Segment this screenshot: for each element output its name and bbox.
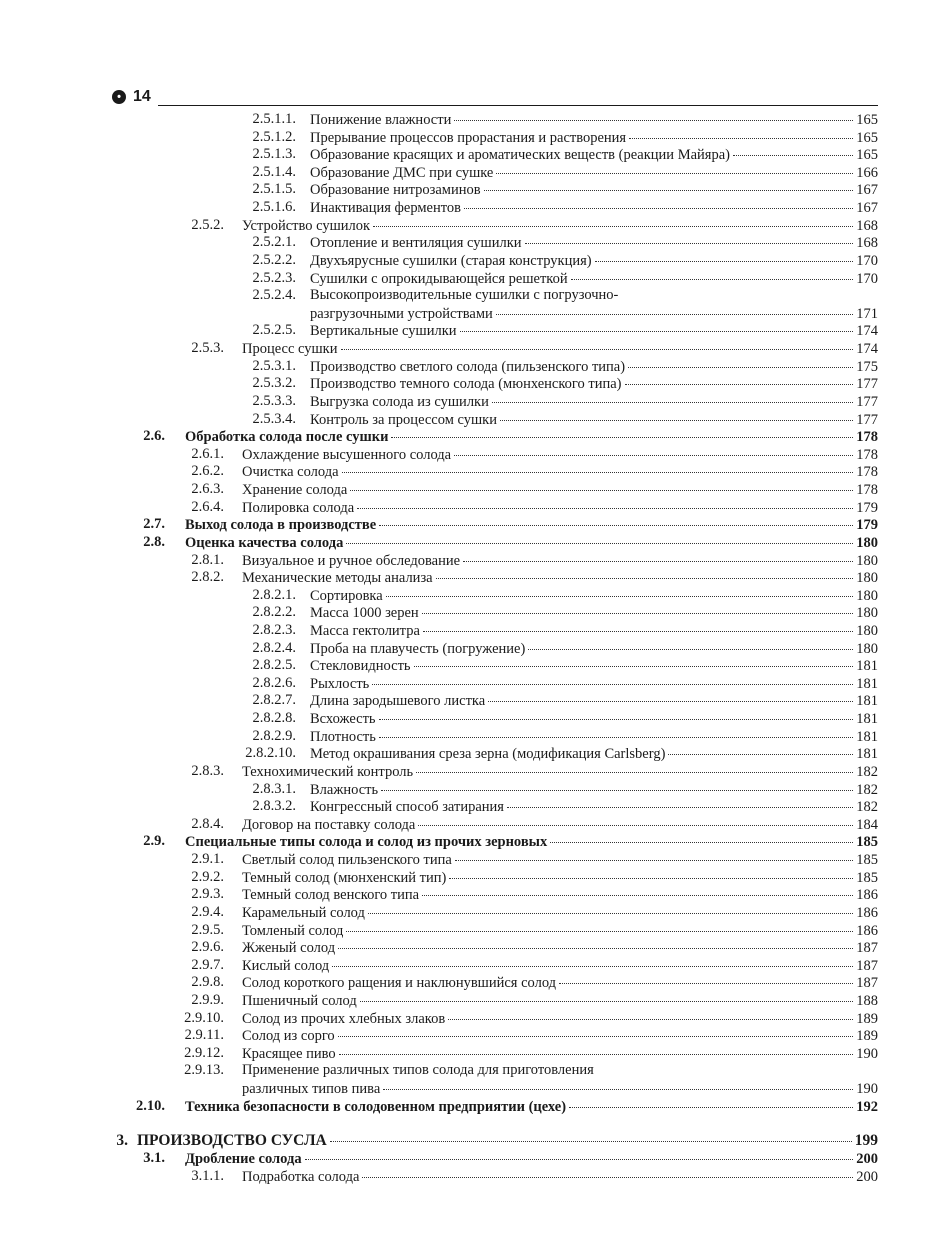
dot-leader <box>463 549 853 562</box>
dot-leader <box>346 531 853 544</box>
dot-leader <box>330 1129 852 1142</box>
toc-entry-number: 2.5.1.4. <box>252 163 296 180</box>
toc-entry-body <box>185 1098 878 1117</box>
toc-entry-title: Метод окрашивания среза зерна (модификация Carlsberg) <box>310 746 666 763</box>
page-header <box>112 88 878 108</box>
dot-leader <box>621 284 875 296</box>
toc-entry-title: Понижение влажности <box>310 112 452 128</box>
toc-entry-page: 174 <box>856 323 878 340</box>
dot-leader <box>339 1042 854 1055</box>
toc-entry-title: Полировка солода <box>242 499 355 516</box>
dot-leader <box>414 654 854 667</box>
toc-entry-number: 2.5.1.6. <box>252 199 296 216</box>
toc-entry-number: 2.6.3. <box>191 481 224 498</box>
toc-entry-number: 2.5.3.4. <box>252 410 296 427</box>
toc-entry-page: 165 <box>856 129 878 146</box>
header-rule <box>158 105 878 106</box>
toc-entry-number: 2.10. <box>136 1097 165 1114</box>
toc-entry-number: 2.5.2.3. <box>252 269 296 286</box>
toc-entry-title: Всхожесть <box>310 711 376 728</box>
toc-entry-page: 178 <box>856 464 878 481</box>
toc-entry <box>0 1098 936 1116</box>
dot-leader <box>362 1165 853 1178</box>
dot-leader <box>350 478 853 491</box>
toc-entry-page: 186 <box>856 904 878 921</box>
toc-entry-page: 177 <box>856 393 878 410</box>
toc-entry-number: 2.8.2.9. <box>252 727 296 744</box>
toc-entry-title: Договор на поставку солода <box>242 816 416 833</box>
toc-entry-page: 179 <box>856 517 878 534</box>
dot-leader <box>342 460 854 473</box>
toc-entry <box>0 1168 936 1186</box>
toc-entry-number: 2.6. <box>143 428 165 445</box>
toc-entry-page: 178 <box>856 446 878 463</box>
toc-entry-page: 184 <box>856 816 878 833</box>
toc-entry-number: 3.1. <box>143 1149 165 1166</box>
dot-leader <box>381 778 853 791</box>
toc-entry-title: Технохимический контроль <box>242 763 414 780</box>
toc-entry-page: 181 <box>856 728 878 745</box>
dot-leader <box>386 584 854 597</box>
toc-entry-number: 2.5.1.3. <box>252 146 296 163</box>
toc-entry-page: 181 <box>856 675 878 692</box>
toc-entry-number: 2.8.1. <box>191 551 224 568</box>
toc-entry-page: 200 <box>856 1150 878 1167</box>
toc-entry-page: 182 <box>856 763 878 780</box>
toc-entry-page: 185 <box>856 852 878 869</box>
toc-entry-page: 182 <box>856 799 878 816</box>
toc-entry-number: 2.8.2.6. <box>252 674 296 691</box>
toc-entry-number: 2.5.2.4. <box>252 287 296 304</box>
toc-entry-page: 181 <box>856 658 878 675</box>
toc-entry-number: 2.9.13. <box>184 1062 224 1079</box>
toc-entry-title: Образование ДМС при сушке <box>310 164 494 181</box>
toc-entry-title: Охлаждение высушенного солода <box>242 446 452 463</box>
toc-entry-page: 189 <box>856 1010 878 1027</box>
toc-entry-title: Сушилки с опрокидывающейся решеткой <box>310 270 568 287</box>
toc-entry-page: 180 <box>856 587 878 604</box>
dot-leader <box>423 619 853 632</box>
dot-leader <box>305 1147 854 1160</box>
dot-leader <box>455 848 853 861</box>
toc-entry-title: Светлый солод пильзенского типа <box>242 852 452 869</box>
toc-entry-title: Темный солод венского типа <box>242 887 420 904</box>
toc-entry-page: 167 <box>856 200 878 217</box>
toc-entry-title: Длина зародышевого листка <box>310 693 486 710</box>
dot-leader <box>496 161 853 174</box>
dot-leader <box>559 971 853 984</box>
page-number: 14 <box>133 88 151 105</box>
toc-entry-title: Визуальное и ручное обследование <box>242 552 461 569</box>
toc-entry-number: 2.9.10. <box>184 1009 224 1026</box>
toc-entry-page: 181 <box>856 711 878 728</box>
dot-leader <box>460 319 854 332</box>
dot-leader <box>525 231 854 244</box>
toc-entry-page: 170 <box>856 270 878 287</box>
toc-entry-number: 3.1.1. <box>191 1167 224 1184</box>
toc-entry-page: 177 <box>856 376 878 393</box>
toc-entry-page: 187 <box>856 940 878 957</box>
toc-entry-number: 2.8.4. <box>191 815 224 832</box>
toc-entry-title: Производство темного солода (мюнхенского типа) <box>310 376 622 393</box>
toc-entry-body <box>242 1168 878 1187</box>
toc-entry-page: 167 <box>856 182 878 199</box>
toc-entry-page: 190 <box>856 1045 878 1062</box>
dot-leader <box>571 267 854 280</box>
dot-leader <box>372 672 853 685</box>
toc-entry-title: Образование красящих и ароматических веществ (реакции Майяра) <box>310 147 730 164</box>
dot-leader <box>668 742 853 755</box>
dot-leader <box>454 108 853 121</box>
dot-leader <box>360 989 854 1002</box>
toc-entry-title: Жженый солод <box>242 940 336 957</box>
toc-entry-number: 2.9.7. <box>191 956 224 973</box>
dot-leader <box>379 513 853 526</box>
circle-dot-icon: • <box>112 90 126 104</box>
dot-leader <box>338 936 853 949</box>
toc-entry-title: Влажность <box>310 781 379 798</box>
dot-leader <box>528 637 853 650</box>
toc-entry-number: 2.8.2.2. <box>252 604 296 621</box>
toc-entry-number: 2.5.2. <box>191 216 224 233</box>
toc-entry-number: 2.5.3.2. <box>252 375 296 392</box>
toc-entry-page: 181 <box>856 746 878 763</box>
toc-entry-page: 180 <box>856 605 878 622</box>
dot-leader <box>368 901 853 914</box>
dot-leader <box>448 1007 853 1020</box>
toc-entry-title: Пшеничный солод <box>242 993 357 1009</box>
toc-entry-title: Масса гектолитра <box>310 622 420 639</box>
dot-leader <box>507 795 853 808</box>
toc-entry-title: Солод из сорго <box>242 1028 335 1045</box>
toc-entry-number: 2.8.2.7. <box>252 692 296 709</box>
toc-entry-number: 2.9. <box>143 833 165 850</box>
toc-entry-number: 2.8.2.5. <box>252 657 296 674</box>
toc-entry-page: 174 <box>856 341 878 358</box>
toc-entry-number: 2.5.3.3. <box>252 392 296 409</box>
toc-entry-page: 179 <box>856 499 878 516</box>
toc-entry-title: Солод короткого ращения и наклюнувшийся солод <box>242 975 557 992</box>
toc-entry-page: 178 <box>856 482 878 499</box>
toc-entry-number: 2.8.2.3. <box>252 621 296 638</box>
toc-entry-number: 2.9.2. <box>191 868 224 885</box>
dot-leader <box>628 355 853 368</box>
toc-entry-page: 165 <box>856 112 878 128</box>
toc-entry-page: 187 <box>856 975 878 992</box>
toc-entry-title: Стекловидность <box>310 658 411 675</box>
toc-entry-number: 2.5.1.2. <box>252 128 296 145</box>
dot-leader <box>597 1059 875 1071</box>
toc-entry-page: 199 <box>854 1132 878 1150</box>
toc-entry-number: 2.9.4. <box>191 903 224 920</box>
toc-entry-title: Прерывание процессов прорастания и растворения <box>310 129 627 146</box>
toc-entry-page: 180 <box>856 552 878 569</box>
toc-entry-title: Специальные типы солода и солод из прочих зерновых <box>185 834 548 851</box>
toc-entry-title: Плотность <box>310 728 376 745</box>
toc-entry-title: Выход солода в производстве <box>185 517 377 534</box>
toc-entry-number: 2.9.6. <box>191 939 224 956</box>
dot-leader <box>373 214 853 227</box>
toc-entry-number: 2.8.3. <box>191 762 224 779</box>
toc-entry-number: 2.9.11. <box>184 1027 224 1044</box>
toc-entry-page: 185 <box>856 834 878 851</box>
toc-entry-page: 187 <box>856 957 878 974</box>
toc-entry-title: Солод из прочих хлебных злаков <box>242 1010 446 1027</box>
toc-entry-page: 180 <box>856 570 878 587</box>
toc-entry-page: 170 <box>856 252 878 269</box>
dot-leader <box>383 1077 853 1090</box>
toc-entry-number: 2.8.2.4. <box>252 639 296 656</box>
toc-entry-number: 2.5.2.5. <box>252 322 296 339</box>
dot-leader <box>346 919 853 932</box>
toc-entry-title: Красящее пиво <box>242 1045 336 1062</box>
toc-entry-page: 180 <box>856 622 878 639</box>
dot-leader <box>500 408 853 421</box>
toc-entry-title: Темный солод (мюнхенский тип) <box>242 869 447 886</box>
toc-entry-number: 2.8.2. <box>191 569 224 586</box>
toc-entry-title: Механические методы анализа <box>242 570 433 587</box>
dot-leader <box>416 760 853 773</box>
toc-entry-number: 2.5.2.1. <box>252 234 296 251</box>
toc-entry-title: Масса 1000 зерен <box>310 605 419 622</box>
toc-entry-title: разгрузочными устройствами <box>310 305 493 322</box>
dot-leader <box>595 249 854 262</box>
dot-leader <box>625 372 854 385</box>
toc-entry-number: 2.5.3.1. <box>252 357 296 374</box>
toc-entry-number: 2.9.8. <box>191 974 224 991</box>
toc-entry-number: 2.5.1.5. <box>252 181 296 198</box>
toc-entry-number: 2.7. <box>143 516 165 533</box>
toc-entry-title: Инактивация ферментов <box>310 200 461 217</box>
toc-entry-title: различных типов пива <box>242 1081 381 1098</box>
dot-leader <box>418 813 853 826</box>
toc-entry-title: Рыхлость <box>310 675 370 692</box>
toc-entry-title: Хранение солода <box>242 482 348 499</box>
toc-entry-page: 186 <box>856 922 878 939</box>
toc-entry-number: 2.8. <box>143 533 165 550</box>
toc-entry-page: 190 <box>856 1081 878 1098</box>
toc-entry-title: Карамельный солод <box>242 904 365 921</box>
dot-leader <box>629 126 853 139</box>
dot-leader <box>484 178 854 191</box>
toc-entry-title: Обработка солода после сушки <box>185 429 389 446</box>
dot-leader <box>492 390 853 403</box>
toc-entry-number: 2.9.9. <box>191 992 224 1008</box>
toc-entry-title: Оценка качества солода <box>185 534 344 551</box>
toc-entry-page: 178 <box>856 429 878 446</box>
toc-entry-title: Сортировка <box>310 587 383 604</box>
toc-entry-number: 2.5.3. <box>191 340 224 357</box>
dot-leader <box>357 496 853 509</box>
toc-entry-page: 175 <box>856 358 878 375</box>
dot-leader <box>341 337 854 350</box>
toc-entry-number: 2.8.2.10. <box>245 745 296 762</box>
toc-entry-page: 168 <box>856 235 878 252</box>
toc-entry-page: 185 <box>856 869 878 886</box>
dot-leader <box>436 566 854 579</box>
toc-entry-title: Вертикальные сушилки <box>310 323 457 340</box>
dot-leader <box>569 1095 853 1108</box>
toc-entry-page: 171 <box>856 305 878 322</box>
toc-entry-page: 165 <box>856 147 878 164</box>
toc-entry-number: 2.6.2. <box>191 463 224 480</box>
dot-leader <box>733 143 853 156</box>
toc-entry-page: 200 <box>856 1168 878 1185</box>
dot-leader <box>379 725 853 738</box>
toc-entry-number: 2.8.2.8. <box>252 710 296 727</box>
toc-entry-page: 168 <box>856 217 878 234</box>
toc-entry-page: 188 <box>856 993 878 1009</box>
toc-entry-number: 2.9.5. <box>191 921 224 938</box>
toc-entry-number: 2.5.1.1. <box>252 111 296 127</box>
dot-leader <box>454 443 853 456</box>
dot-leader <box>422 601 854 614</box>
toc-entry-page: 180 <box>856 640 878 657</box>
toc-entry-page: 180 <box>856 534 878 551</box>
toc-entry-title: Проба на плавучесть (погружение) <box>310 640 526 657</box>
toc-entry-title: Высокопроизводительные сушилки с погрузочно- <box>310 287 619 304</box>
dot-leader <box>332 954 853 967</box>
toc-entry-title: Контроль за процессом сушки <box>310 411 497 428</box>
toc-entry-title: Конгрессный способ затирания <box>310 799 504 816</box>
toc-entry-page: 186 <box>856 887 878 904</box>
toc-entry-title: Томленый солод <box>242 922 344 939</box>
toc-entry-title: Двухъярусные сушилки (старая конструкция) <box>310 252 592 269</box>
toc-entry-title: Устройство сушилок <box>242 217 371 234</box>
dot-leader <box>391 425 853 438</box>
dot-leader <box>496 302 853 315</box>
dot-leader <box>550 830 853 843</box>
toc-entry-page: 166 <box>856 164 878 181</box>
toc-entry-number: 2.9.1. <box>191 851 224 868</box>
toc-entry-number: 2.6.4. <box>191 498 224 515</box>
dot-leader <box>449 866 853 879</box>
toc-entry-title: Производство светлого солода (пильзенского типа) <box>310 358 626 375</box>
toc-entry-page: 189 <box>856 1028 878 1045</box>
toc-entry-page: 192 <box>856 1098 878 1115</box>
toc-entry-title: Кислый солод <box>242 957 330 974</box>
toc-entry-number: 2.5.2.2. <box>252 251 296 268</box>
dot-leader <box>464 196 853 209</box>
toc-entry-number: 2.9.3. <box>191 886 224 903</box>
dot-leader <box>338 1024 854 1037</box>
dot-leader <box>422 883 853 896</box>
toc-entry-title: Выгрузка солода из сушилки <box>310 393 489 410</box>
toc-entry-title: Подработка солода <box>242 1168 360 1185</box>
dot-leader <box>488 689 853 702</box>
toc-entry-number: 3. <box>116 1132 128 1150</box>
toc-entry-title: Дробление солода <box>185 1150 302 1167</box>
toc-entry-title: Техника безопасности в солодовенном предприятии (цехе) <box>185 1098 567 1115</box>
toc-entry-page: 181 <box>856 693 878 710</box>
toc-entry-title: Процесс сушки <box>242 341 338 358</box>
toc-entry-title: Очистка солода <box>242 464 339 481</box>
toc-entry-title: ПРОИЗВОДСТВО СУСЛА <box>137 1132 327 1150</box>
toc-entry-page: 182 <box>856 781 878 798</box>
toc-entry-page: 177 <box>856 411 878 428</box>
dot-leader <box>379 707 854 720</box>
toc-entry-number: 2.8.3.2. <box>252 798 296 815</box>
toc-entry-number: 2.9.12. <box>184 1044 224 1061</box>
toc-entry-number: 2.8.3.1. <box>252 780 296 797</box>
toc-entry-title: Применение различных типов солода для приготовления <box>242 1062 594 1079</box>
toc-entry-title: Образование нитрозаминов <box>310 182 481 199</box>
toc-entry-number: 2.6.1. <box>191 445 224 462</box>
toc-entry-title: Отопление и вентиляция сушилки <box>310 235 522 252</box>
toc-entry-number: 2.8.2.1. <box>252 586 296 603</box>
